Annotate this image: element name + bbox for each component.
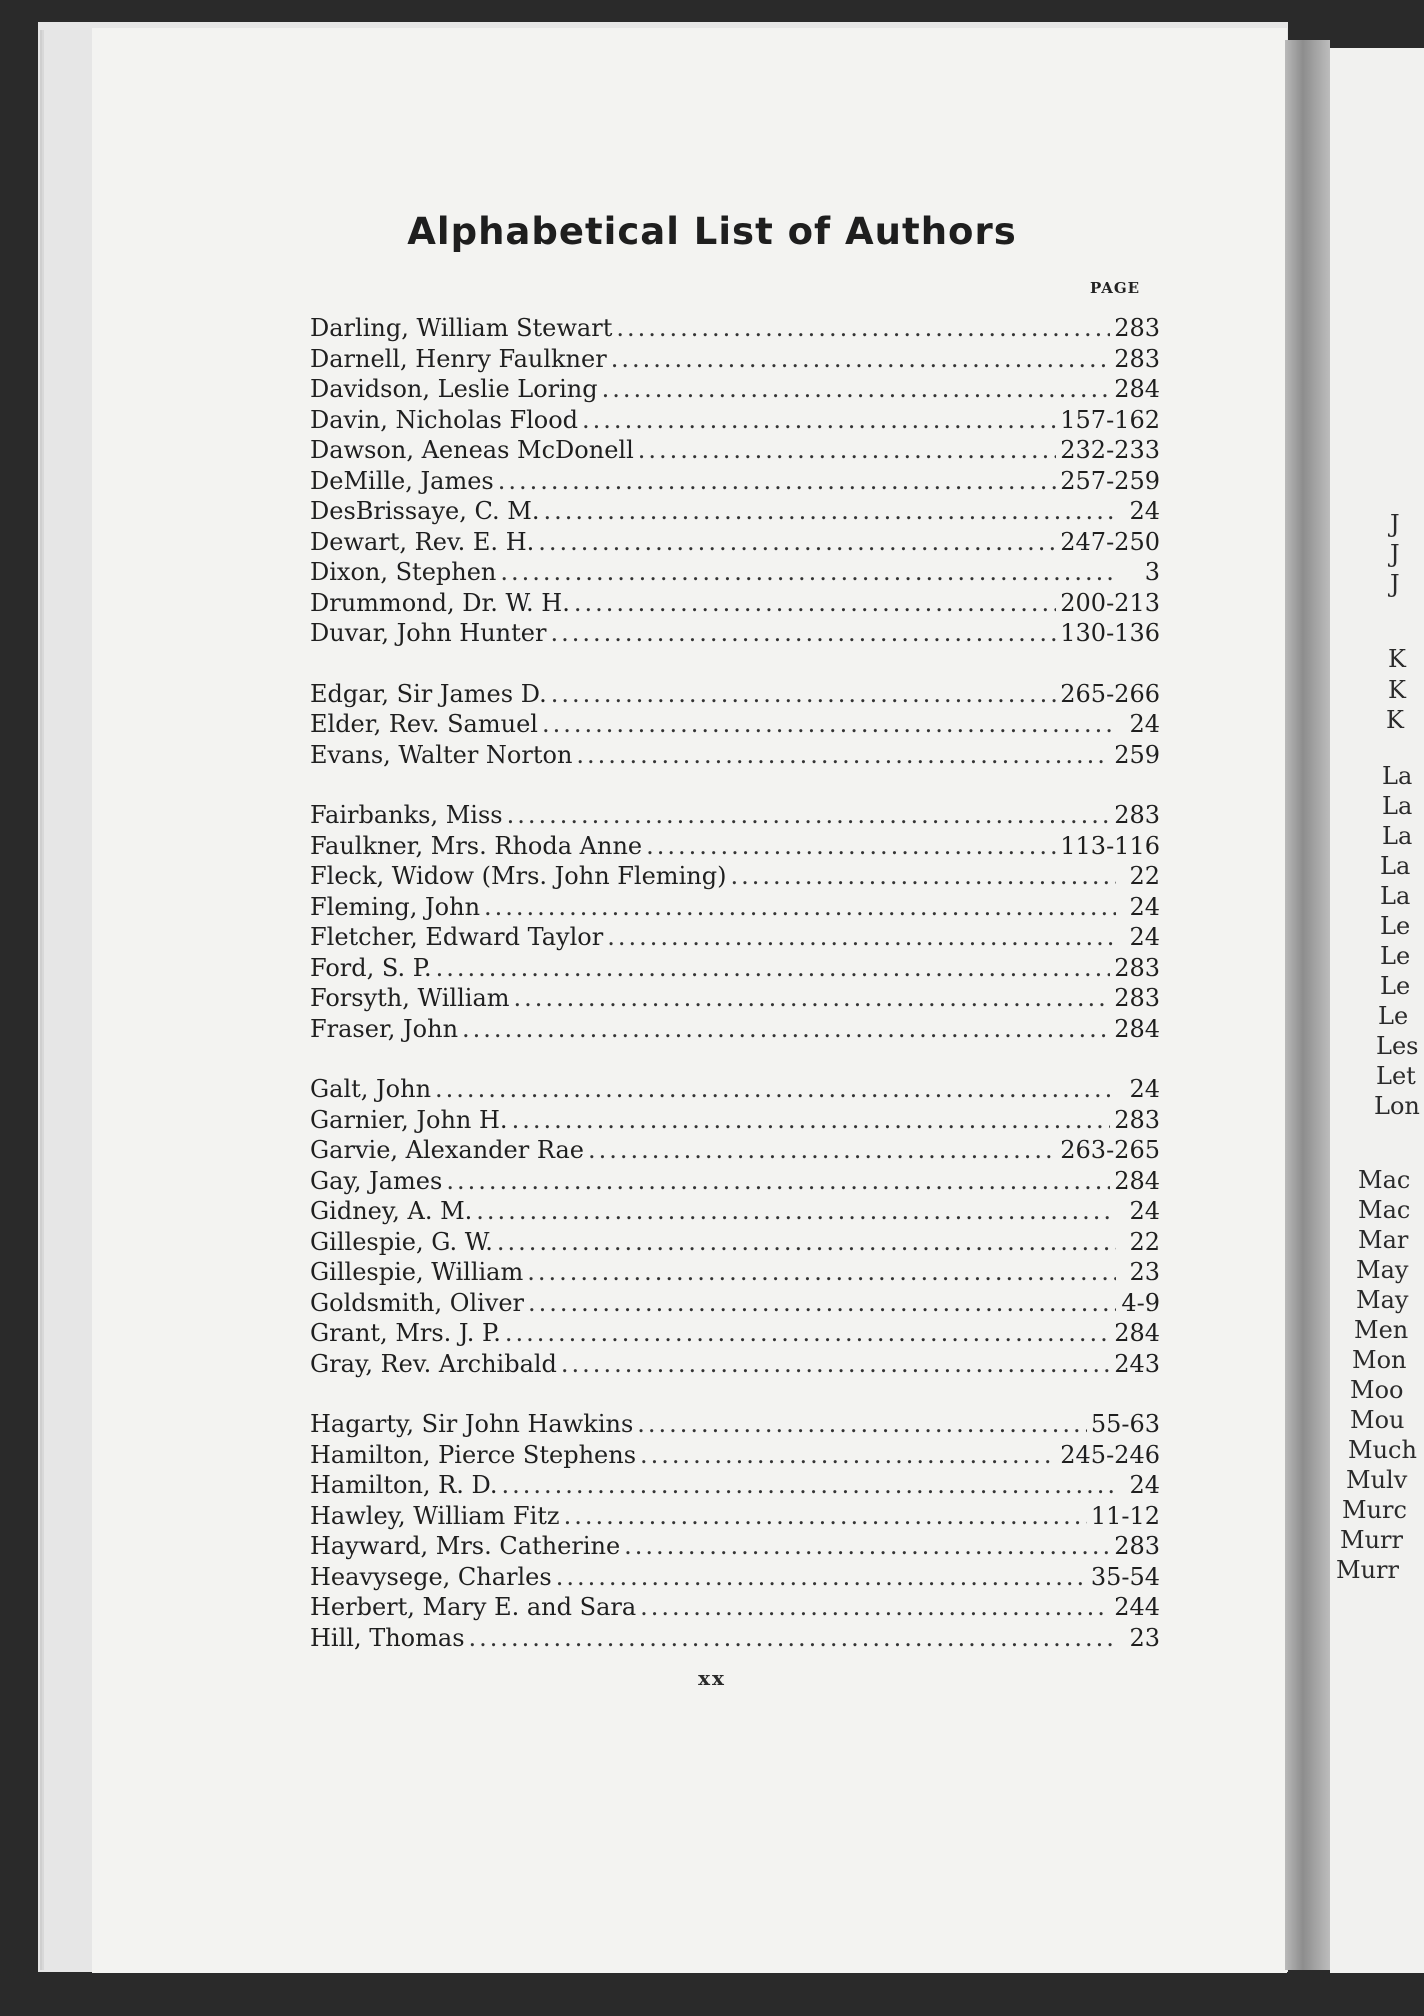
facing-page-fragment: Let	[1376, 1062, 1416, 1090]
author-name: Davin, Nicholas Flood	[310, 405, 579, 434]
dot-leader	[640, 1593, 1110, 1621]
page-reference: 24	[1129, 1197, 1160, 1225]
author-name: Davidson, Leslie Loring	[310, 375, 598, 403]
dot-leader	[436, 954, 1111, 982]
author-entry	[310, 1350, 1160, 1381]
author-list	[310, 314, 1160, 1654]
dot-leader	[538, 528, 1056, 556]
facing-page-fragment: Mon	[1352, 1346, 1407, 1374]
author-name: Gray, Rev. Archibald	[310, 1349, 557, 1378]
dot-leader	[602, 375, 1111, 403]
facing-page-fragment: La	[1382, 762, 1413, 790]
page-reference: 245-246	[1060, 1440, 1160, 1469]
author-entry	[310, 558, 1160, 589]
author-name: Dewart, Rev. E. H.	[310, 527, 535, 556]
author-entry	[310, 1441, 1160, 1472]
dot-leader	[550, 619, 1056, 647]
author-entry	[310, 619, 1160, 650]
facing-page-fragment: Much	[1348, 1436, 1417, 1464]
author-entry	[310, 436, 1160, 467]
group-separator	[310, 771, 1160, 801]
dot-leader	[551, 680, 1057, 708]
facing-page-fragment: Le	[1380, 942, 1411, 970]
facing-page-fragment: La	[1380, 882, 1411, 910]
page-reference: 283	[1114, 344, 1160, 373]
page-reference: 157-162	[1060, 405, 1160, 434]
author-entry	[310, 1410, 1160, 1441]
dot-leader	[637, 1410, 1087, 1438]
dot-leader	[561, 1350, 1110, 1378]
dot-leader	[640, 1441, 1056, 1469]
dot-leader	[624, 1532, 1110, 1560]
author-entry	[310, 710, 1160, 741]
dot-leader	[528, 1289, 1116, 1317]
page-reference: 284	[1114, 375, 1160, 403]
page-reference: 22	[1129, 1227, 1160, 1256]
page-reference: 259	[1114, 740, 1160, 769]
author-name: Gidney, A. M.	[310, 1197, 473, 1225]
facing-page-fragment: Mac	[1358, 1166, 1411, 1194]
dot-leader	[556, 1563, 1087, 1591]
author-name: Fletcher, Edward Taylor	[310, 923, 604, 951]
author-name: Evans, Walter Norton	[310, 740, 573, 769]
author-name: Fleming, John	[310, 892, 481, 921]
facing-page-fragment: Moo	[1350, 1376, 1404, 1404]
page-reference: 3	[1144, 558, 1160, 586]
dot-leader	[730, 862, 1116, 890]
page-reference: 247-250	[1060, 527, 1160, 556]
page-reference: 284	[1114, 1319, 1160, 1347]
page-reference: 24	[1129, 892, 1160, 921]
page-reference: 283	[1114, 801, 1160, 829]
page-reference: 4-9	[1121, 1288, 1160, 1317]
author-entry	[310, 1593, 1160, 1624]
page-reference: 257-259	[1060, 466, 1160, 495]
author-entry	[310, 1624, 1160, 1655]
author-entry	[310, 1319, 1160, 1350]
facing-page-fragment: K	[1386, 706, 1404, 734]
author-entry	[310, 1289, 1160, 1320]
author-name: Grant, Mrs. J. P.	[310, 1319, 501, 1347]
page-reference: 24	[1129, 1471, 1160, 1499]
dot-leader	[616, 314, 1110, 342]
dot-leader	[500, 558, 1116, 586]
author-name: Gillespie, William	[310, 1258, 524, 1286]
facing-page-fragment: May	[1356, 1286, 1409, 1314]
page-title: Alphabetical List of Authors	[407, 210, 1017, 253]
facing-page-fragment: Murr	[1340, 1526, 1403, 1554]
dot-leader	[502, 1471, 1117, 1499]
page-reference: 11-12	[1090, 1501, 1160, 1530]
author-name: Hayward, Mrs. Catherine	[310, 1532, 621, 1560]
page-reference: 23	[1129, 1623, 1160, 1652]
author-name: Darnell, Henry Faulkner	[310, 344, 607, 373]
page-column-header: PAGE	[1090, 279, 1141, 297]
dot-leader	[638, 436, 1057, 464]
dot-leader	[497, 1228, 1116, 1256]
author-entry	[310, 1197, 1160, 1228]
author-name: Duvar, John Hunter	[310, 619, 547, 647]
dot-leader	[564, 1502, 1087, 1530]
author-name: Dawson, Aeneas McDonell	[310, 436, 634, 464]
page-reference: 24	[1129, 923, 1160, 951]
author-name: DeMille, James	[310, 466, 494, 495]
page-reference: 55-63	[1090, 1410, 1160, 1438]
dot-leader	[588, 1136, 1056, 1164]
author-name: Garvie, Alexander Rae	[310, 1136, 584, 1164]
author-name: Darling, William Stewart	[310, 314, 613, 342]
page-reference: 284	[1114, 1014, 1160, 1043]
author-name: Garnier, John H.	[310, 1105, 508, 1134]
author-name: Elder, Rev. Samuel	[310, 710, 538, 738]
dot-leader	[574, 589, 1056, 617]
facing-page-fragment: May	[1356, 1256, 1409, 1284]
author-entry	[310, 314, 1160, 345]
page-reference: 283	[1114, 1105, 1160, 1134]
author-name: Faulkner, Mrs. Rhoda Anne	[310, 831, 643, 860]
author-entry	[310, 467, 1160, 498]
author-name: Drummond, Dr. W. H.	[310, 588, 570, 617]
facing-page-fragment: Mar	[1358, 1226, 1409, 1254]
dot-leader	[498, 467, 1057, 495]
author-entry	[310, 801, 1160, 832]
author-entry	[310, 1502, 1160, 1533]
facing-page-fragment: La	[1382, 792, 1413, 820]
author-name: Heavysege, Charles	[310, 1562, 552, 1591]
author-entry	[310, 862, 1160, 893]
dot-leader	[611, 345, 1111, 373]
author-name: Hamilton, Pierce Stephens	[310, 1440, 637, 1469]
author-entry	[310, 1106, 1160, 1137]
author-entry	[310, 345, 1160, 376]
page-reference: 283	[1114, 984, 1160, 1012]
facing-page-fragment: La	[1380, 852, 1411, 880]
page-reference: 283	[1114, 1532, 1160, 1560]
page-reference: 243	[1114, 1349, 1160, 1378]
page-number: xx	[698, 1666, 726, 1690]
page-reference: 265-266	[1060, 679, 1160, 708]
facing-page-fragment: Le	[1378, 1002, 1409, 1030]
dot-leader	[607, 923, 1116, 951]
dot-leader	[435, 1075, 1116, 1103]
dot-leader	[543, 497, 1116, 525]
author-name: DesBrissaye, C. M.	[310, 497, 540, 525]
author-entry	[310, 954, 1160, 985]
page-reference: 35-54	[1090, 1562, 1160, 1591]
dot-leader	[542, 710, 1116, 738]
dot-leader	[527, 1258, 1116, 1286]
page-reference: 130-136	[1060, 619, 1160, 647]
author-entry	[310, 1471, 1160, 1502]
author-entry	[310, 741, 1160, 772]
facing-page-fragment: La	[1382, 822, 1413, 850]
author-entry	[310, 680, 1160, 711]
author-entry	[310, 1015, 1160, 1046]
author-entry	[310, 1228, 1160, 1259]
author-name: Herbert, Mary E. and Sara	[310, 1593, 637, 1621]
author-entry	[310, 923, 1160, 954]
author-name: Ford, S. P.	[310, 953, 432, 982]
facing-page-fragment: Les	[1376, 1032, 1419, 1060]
page-reference: 24	[1129, 710, 1160, 738]
author-name: Dixon, Stephen	[310, 558, 497, 586]
author-entry	[310, 589, 1160, 620]
dot-leader	[514, 984, 1111, 1012]
author-entry	[310, 984, 1160, 1015]
page-reference: 22	[1129, 862, 1160, 890]
page-reference: 284	[1114, 1166, 1160, 1195]
author-entry	[310, 1167, 1160, 1198]
dot-leader	[507, 801, 1111, 829]
author-name: Hill, Thomas	[310, 1623, 465, 1652]
facing-page-fragment: J	[1390, 510, 1400, 538]
author-entry	[310, 375, 1160, 406]
author-name: Edgar, Sir James D.	[310, 679, 547, 708]
author-entry	[310, 528, 1160, 559]
dot-leader	[512, 1106, 1111, 1134]
author-entry	[310, 832, 1160, 863]
group-separator	[310, 1045, 1160, 1075]
facing-page-fragment: Mou	[1350, 1406, 1405, 1434]
dot-leader	[469, 1624, 1116, 1652]
dot-leader	[484, 893, 1116, 921]
author-entry	[310, 1532, 1160, 1563]
author-entry	[310, 1075, 1160, 1106]
group-separator	[310, 1380, 1160, 1410]
group-separator	[310, 650, 1160, 680]
facing-page-fragment: Murr	[1336, 1556, 1399, 1584]
author-name: Fraser, John	[310, 1014, 459, 1043]
facing-page-fragment: Men	[1354, 1316, 1409, 1344]
author-name: Gay, James	[310, 1166, 443, 1195]
page-reference: 113-116	[1060, 831, 1160, 860]
page-reference: 24	[1129, 1075, 1160, 1103]
page-reference: 23	[1129, 1258, 1160, 1286]
page-reference: 283	[1114, 314, 1160, 342]
author-name: Galt, John	[310, 1075, 432, 1103]
author-entry	[310, 893, 1160, 924]
author-entry	[310, 406, 1160, 437]
page-reference: 283	[1114, 953, 1160, 982]
author-entry	[310, 1258, 1160, 1289]
dot-leader	[462, 1015, 1110, 1043]
author-name: Hawley, William Fitz	[310, 1501, 560, 1530]
dot-leader	[646, 832, 1056, 860]
author-name: Goldsmith, Oliver	[310, 1288, 525, 1317]
facing-page-fragment: K	[1388, 645, 1406, 673]
author-name: Hamilton, R. D.	[310, 1471, 498, 1499]
page-reference: 24	[1129, 497, 1160, 525]
author-name: Fairbanks, Miss	[310, 801, 503, 829]
page-reference: 232-233	[1060, 436, 1160, 464]
author-entry	[310, 497, 1160, 528]
facing-page-fragment: J	[1390, 540, 1400, 568]
author-name: Fleck, Widow (Mrs. John Fleming)	[310, 862, 727, 890]
dot-leader	[476, 1197, 1116, 1225]
facing-page-fragment: J	[1390, 570, 1400, 598]
page-reference: 200-213	[1060, 588, 1160, 617]
dot-leader	[576, 741, 1110, 769]
page-reference: 263-265	[1060, 1136, 1160, 1164]
facing-page-fragment: Lon	[1374, 1092, 1420, 1120]
dot-leader	[505, 1319, 1110, 1347]
dot-leader	[446, 1167, 1110, 1195]
author-name: Forsyth, William	[310, 984, 510, 1012]
facing-page-fragment: K	[1388, 676, 1406, 704]
dot-leader	[582, 406, 1056, 434]
author-entry	[310, 1136, 1160, 1167]
page-reference: 244	[1114, 1593, 1160, 1621]
facing-page-fragment: Mulv	[1346, 1466, 1408, 1494]
author-entry	[310, 1563, 1160, 1594]
facing-page-fragment: Le	[1380, 972, 1411, 1000]
facing-page-fragment: Le	[1380, 912, 1411, 940]
facing-page-fragment: Mac	[1358, 1196, 1411, 1224]
author-name: Gillespie, G. W.	[310, 1227, 493, 1256]
author-name: Hagarty, Sir John Hawkins	[310, 1410, 634, 1438]
facing-page-fragment: Murc	[1342, 1496, 1407, 1524]
